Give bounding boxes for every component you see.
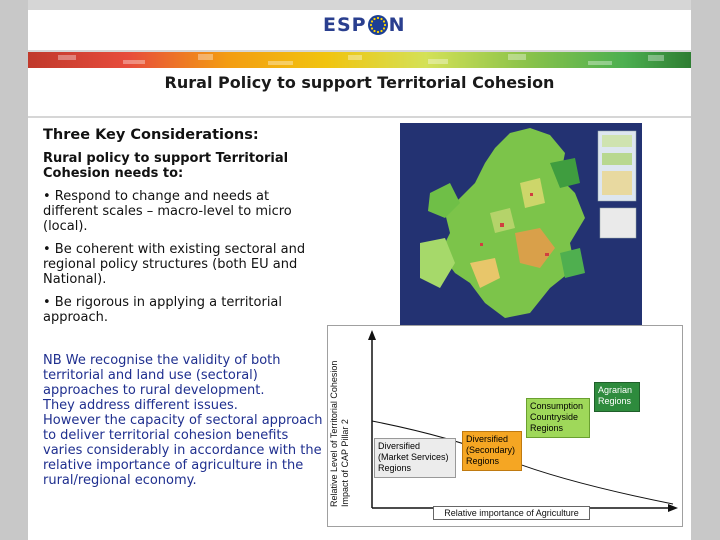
nb-paragraph — [43, 353, 328, 488]
box-market-services: Diversified (Market Services) Regions — [374, 438, 456, 478]
y-axis-label-2: Impact of CAP Pillar 2 — [340, 419, 350, 507]
key-considerations-heading: Three Key Considerations: — [43, 127, 259, 143]
text-column — [43, 128, 328, 488]
subheading: Rural policy to support Territorial Cohesion needs to: — [43, 151, 289, 181]
logo-text-left: ESP — [323, 14, 367, 36]
logo-text-right: N — [388, 14, 406, 36]
y-axis-label — [329, 327, 351, 507]
diagram-axes — [328, 326, 682, 526]
box-secondary: Diversified (Secondary) Regions — [462, 431, 522, 471]
decorative-map-strip — [28, 52, 691, 68]
slide-title: Rural Policy to support Territorial Cohesion — [164, 73, 555, 92]
x-axis-arrow-icon — [668, 504, 678, 512]
y-axis-arrow-icon — [368, 330, 376, 340]
x-axis-label: Relative importance of Agriculture — [433, 506, 590, 520]
bullet-respond: • Respond to change and needs at different scales – macro-level to micro (local). — [43, 189, 292, 234]
eu-stars-icon — [368, 15, 388, 35]
europe-typology-map — [400, 123, 642, 328]
typology-diagram — [327, 325, 683, 527]
espon-logo — [323, 13, 406, 37]
y-axis-label-1: Relative Level of Territorial Cohesion — [329, 360, 339, 507]
nb-line-1: NB We recognise the validity of both territorial and land use (sectoral) approaches to rural development. — [43, 353, 281, 398]
box-consumption: Consumption Countryside Regions — [526, 398, 590, 438]
nb-line-2: They address different issues. — [43, 398, 238, 413]
bullet-coherent: • Be coherent with existing sectoral and regional policy structures (both EU and National). — [43, 242, 306, 287]
bullet-rigorous: • Be rigorous in applying a territorial approach. — [43, 295, 283, 325]
box-agrarian: Agrarian Regions — [594, 382, 640, 412]
nb-line-3: However the capacity of sectoral approach to deliver territorial cohesion benefits varies considerably in accordance with the relative importance of agriculture in the rural/regional economy. — [43, 413, 323, 488]
